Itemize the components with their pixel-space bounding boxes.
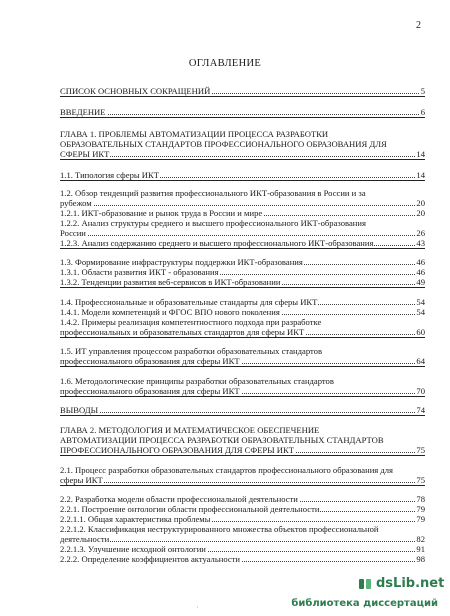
toc-entry[interactable]: ВВЕДЕНИЕ 6 [60, 107, 425, 117]
toc-entry-cont: ПРОФЕССИОНАЛЬНОГО ОБРАЗОВАНИЯ ДЛЯ СФЕРЫ ИКТ 75 [60, 445, 425, 455]
toc-subentry[interactable]: 1.2.2. Анализ структуры среднего и высшего профессионального ИКТ-образования [60, 218, 366, 228]
toc-subentry[interactable]: 1.3.1. Области развития ИКТ - образования 46 [60, 267, 425, 277]
toc-subentry[interactable]: 1.4.2. Примеры реализация компетентностного подхода при разработке [60, 317, 322, 327]
toc-entry-cont: рубежом 20 [60, 198, 425, 208]
toc-subentry[interactable]: 2.2.1.1. Общая характеристика проблемы 79 [60, 514, 425, 524]
toc-subentry[interactable]: 1.3.2. Тенденции развития веб-сервисов в ИКТ-образовании 49 [60, 277, 425, 287]
toc-heading: ОГЛАВЛЕНИЕ [188, 58, 262, 69]
toc-subentry[interactable]: 1.2.3. Анализ содержанию среднего и высшего профессионального ИКТ-образования 43 [60, 238, 425, 248]
watermark-logo[interactable] [358, 576, 445, 594]
book-icon [358, 577, 372, 591]
toc-subentry[interactable]: 2.2.1.2. Классификация неструктурированного множества объектов профессиональной [60, 524, 379, 534]
toc-entry[interactable]: ГЛАВА 2. МЕТОДОЛОГИЯ И МАТЕМАТИЧЕСКОЕ ОБЕСПЕЧЕНИЕ [60, 425, 320, 435]
toc-entry[interactable]: 1.4. Профессиональные и образовательные стандарты для сферы ИКТ 54 [60, 297, 425, 307]
toc-entry[interactable]: ГЛАВА 1. ПРОБЛЕМЫ АВТОМАТИЗАЦИИ ПРОЦЕССА РАЗРАБОТКИ [60, 129, 329, 139]
toc-entry[interactable]: 2.2. Разработка модели области профессиональной деятельности 78 [60, 494, 425, 504]
toc-entry[interactable]: 1.3. Формирование инфраструктуры поддержки ИКТ-образования 46 [60, 257, 425, 267]
toc-entry[interactable]: 2.1. Процесс разработки образовательных стандартов профессионального образования для [60, 465, 394, 475]
watermark-caption: библиотека диссертаций [291, 598, 438, 609]
toc-entry-cont: АВТОМАТИЗАЦИИ ПРОЦЕССА РАЗРАБОТКИ ОБРАЗОВАТЕЛЬНЫХ СТАНДАРТОВ [60, 435, 384, 445]
toc-subentry[interactable]: 1.2.1. ИКТ-образование и рынок труда в России и мире 20 [60, 208, 425, 218]
bottom-mark: · [196, 603, 199, 612]
toc-entry-cont: деятельности 82 [60, 534, 425, 544]
toc-entry[interactable]: ВЫВОДЫ 74 [60, 405, 425, 415]
toc-subentry[interactable]: 2.2.1.3. Улучшение исходной онтологии 91 [60, 544, 425, 554]
toc-subentry[interactable]: 1.4.1. Модели компетенций и ФГОС ВПО нового поколения 54 [60, 307, 425, 317]
toc-entry[interactable]: 1.5. ИТ управления процессом разработки образовательных стандартов [60, 346, 323, 356]
toc-subentry[interactable]: 2.2.2. Определение коэффициентов актуальности 98 [60, 554, 425, 564]
toc-subentry[interactable]: 2.2.1. Построение онтологии области профессиональной деятельности 79 [60, 504, 425, 514]
toc-entry-cont: профессионального образования для сферы ИКТ 70 [60, 386, 425, 396]
toc-entry[interactable]: 1.1. Типология сферы ИКТ 14 [60, 170, 425, 180]
page-number: 2 [416, 20, 421, 31]
toc-entry-cont: профессиональных и образовательных стандартов для сферы ИКТ 60 [60, 327, 425, 337]
toc-entry[interactable]: СПИСОК ОСНОВНЫХ СОКРАЩЕНИЙ 5 [60, 86, 425, 96]
toc-entry-cont: ОБРАЗОВАТЕЛЬНЫХ СТАНДАРТОВ ПРОФЕССИОНАЛЬНОГО ОБРАЗОВАНИЯ ДЛЯ [60, 139, 387, 149]
toc-entry-cont: СФЕРЫ ИКТ 14 [60, 149, 425, 159]
toc-entry[interactable]: 1.6. Методологические принципы разработки образовательных стандартов [60, 376, 334, 386]
toc-entry[interactable]: 1.2. Обзор тенденций развития профессионального ИКТ-образования в России и за [60, 188, 366, 198]
watermark-brand: dsLib.net [376, 576, 445, 591]
toc-entry-cont: профессионального образования для сферы ИКТ 64 [60, 356, 425, 366]
toc-entry-cont: сферы ИКТ 75 [60, 475, 425, 485]
toc-entry-cont: России 26 [60, 228, 425, 238]
